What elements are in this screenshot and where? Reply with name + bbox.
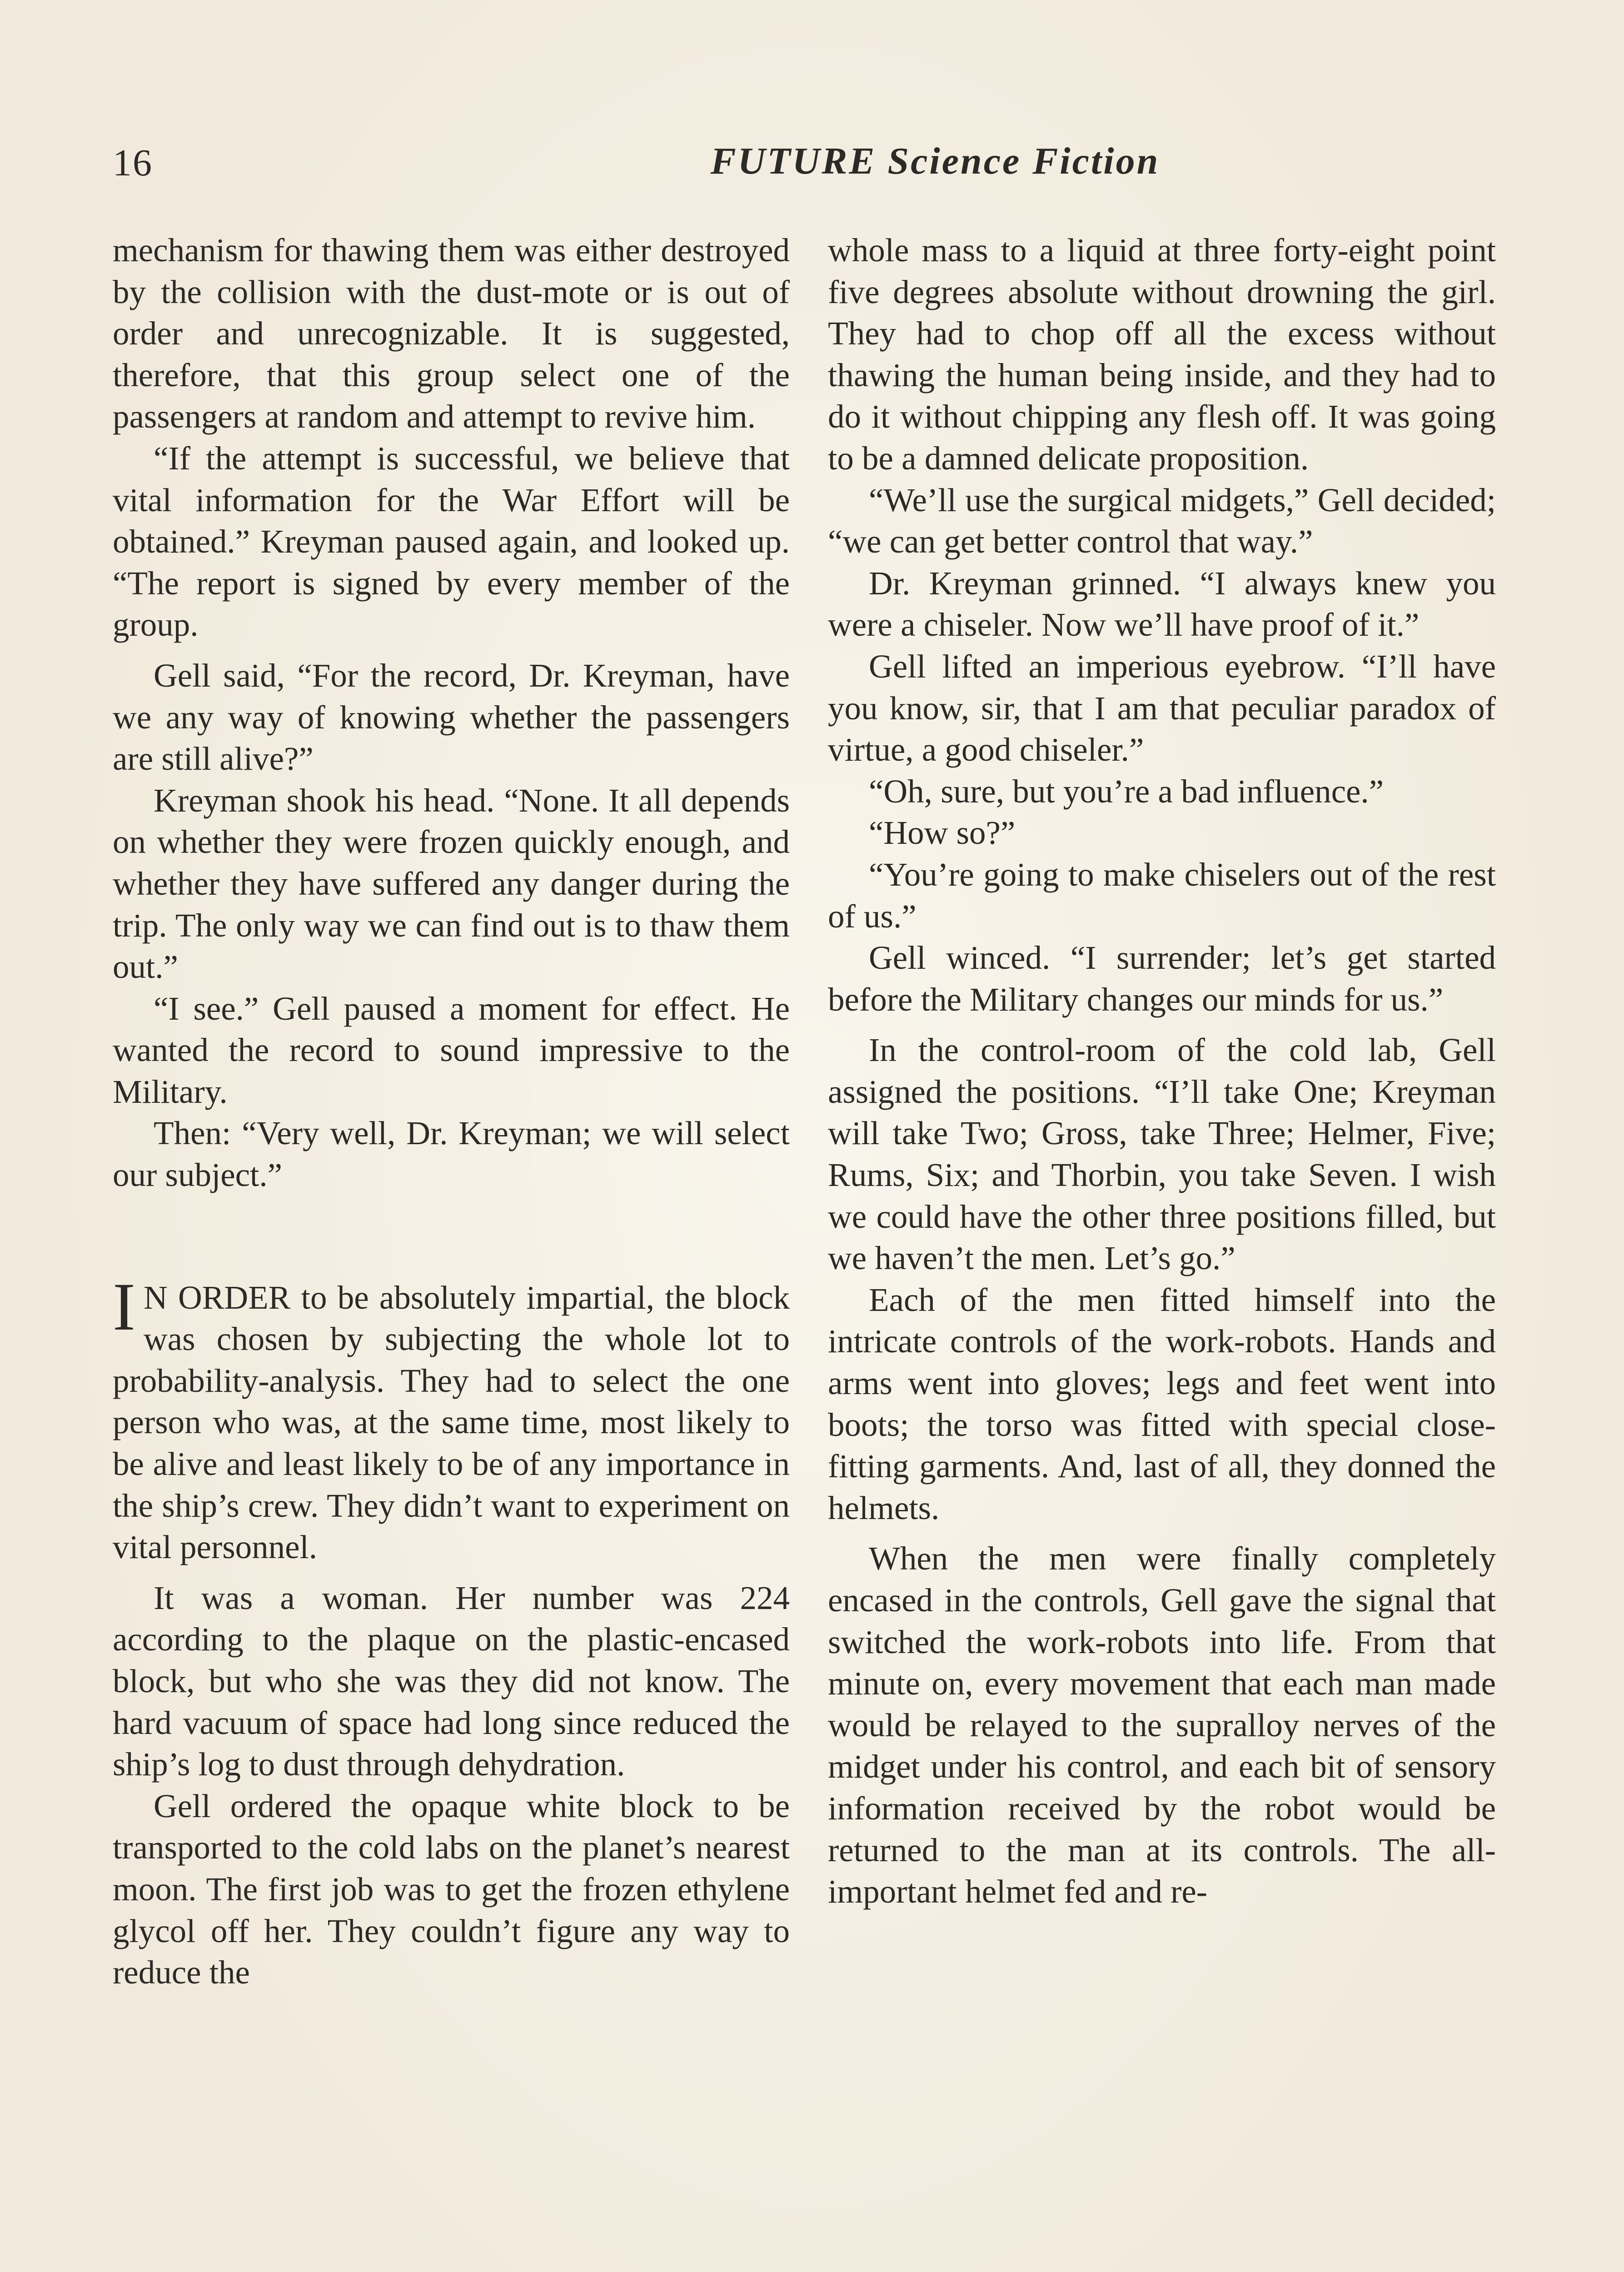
section-break xyxy=(113,1196,790,1277)
paragraph: “If the attempt is successful, we believe that vital information for the War Effort will be obtained.” Kreyman paused again, and looked up. “The report is signed by every member of the group. xyxy=(113,439,790,643)
paragraph: Dr. Kreyman grinned. “I always knew you were a chiseler. Now we’ll have proof of it.” xyxy=(828,564,1496,643)
running-title: FUTURE Science Fiction xyxy=(710,140,1160,182)
paragraph: When the men were finally completely encased in the controls, Gell gave the signal that switched the work-robots into life. From that minute on, every movement that each man made would be relayed to the supralloy nerves of the midget under his control, and each bit of sensory information received by the robot would be returned to the man at its controls. The all-important helmet fed and re- xyxy=(828,1540,1496,1910)
section-opening-text: N ORDER to be absolutely impartial, the block was chosen by subjecting the whole lot to probability-analysis. They had to select the one person who was, at the same time, most likely to be alive and least likely to be of any importance in the ship’s crew. They didn’t want to experiment on vital personnel. xyxy=(113,1279,790,1566)
paragraph: whole mass to a liquid at three forty-eight point five degrees absolute without drowning the girl. They had to chop off all the excess without thawing the human being inside, and they had to do it without chipping any flesh off. It was going to be a damned delicate proposition. xyxy=(828,232,1496,477)
paragraph: Gell said, “For the record, Dr. Kreyman, have we any way of knowing whether the passengers are still alive?” xyxy=(113,657,790,777)
paragraph: “I see.” Gell paused a moment for effect. He wanted the record to sound impressive to the Military. xyxy=(113,990,790,1110)
paragraph: Each of the men fitted himself into the intricate controls of the work-robots. Hands and arms went into gloves; legs and feet went into boots; the torso was fitted with special close-fitting garments. And, last of all, they donned the helmets. xyxy=(828,1281,1496,1526)
paragraph: Then: “Very well, Dr. Kreyman; we will select our subject.” xyxy=(113,1115,790,1194)
paragraph: It was a woman. Her number was 224 according to the plaque on the plastic-encased block, but who she was they did not know. The hard vacuum of space had long since reduced the ship’s log to dust through dehydration. xyxy=(113,1579,790,1783)
page-number: 16 xyxy=(113,142,153,184)
drop-cap: I xyxy=(113,1269,135,1345)
page-header xyxy=(113,132,1503,204)
left-column xyxy=(113,229,790,1993)
paragraph: Gell lifted an imperious eyebrow. “I’ll have you know, sir, that I am that peculiar paradox of virtue, a good chiseler.” xyxy=(828,648,1496,768)
paragraph: “Oh, sure, but you’re a bad influence.” xyxy=(869,772,1384,810)
paragraph: In the control-room of the cold lab, Gell assigned the positions. “I’ll take One; Kreyman will take Two; Gross, take Three; Helmer, Five; Rums, Six; and Thorbin, you take Seven. I wish we could have the other three positions filled, but we haven’t the men. Let’s go.” xyxy=(828,1031,1496,1277)
paragraph: “We’ll use the surgical midgets,” Gell decided; “we can get better control that way.” xyxy=(828,481,1496,560)
paragraph: “How so?” xyxy=(869,814,1016,852)
paragraph: Gell winced. “I surrender; let’s get started before the Military changes our minds for us.” xyxy=(828,939,1496,1018)
paragraph: “You’re going to make chiselers out of the rest of us.” xyxy=(828,856,1496,935)
paragraph: Kreyman shook his head. “None. It all depends on whether they were frozen quickly enough, and whether they have suffered any danger during the trip. The only way we can find out is to thaw them out.” xyxy=(113,782,790,986)
paragraph: Gell ordered the opaque white block to be transported to the cold labs on the planet’s nearest moon. The first job was to get the frozen ethylene glycol off her. They couldn’t figure any way to reduce the xyxy=(113,1787,790,1991)
section-opening-paragraph xyxy=(113,1269,790,1568)
right-column xyxy=(828,229,1496,1913)
paragraph: mechanism for thawing them was either destroyed by the collision with the dust-mote or is out of order and unrecognizable. It is suggested, therefore, that this group select one of the passengers at random and attempt to revive him. xyxy=(113,232,790,435)
